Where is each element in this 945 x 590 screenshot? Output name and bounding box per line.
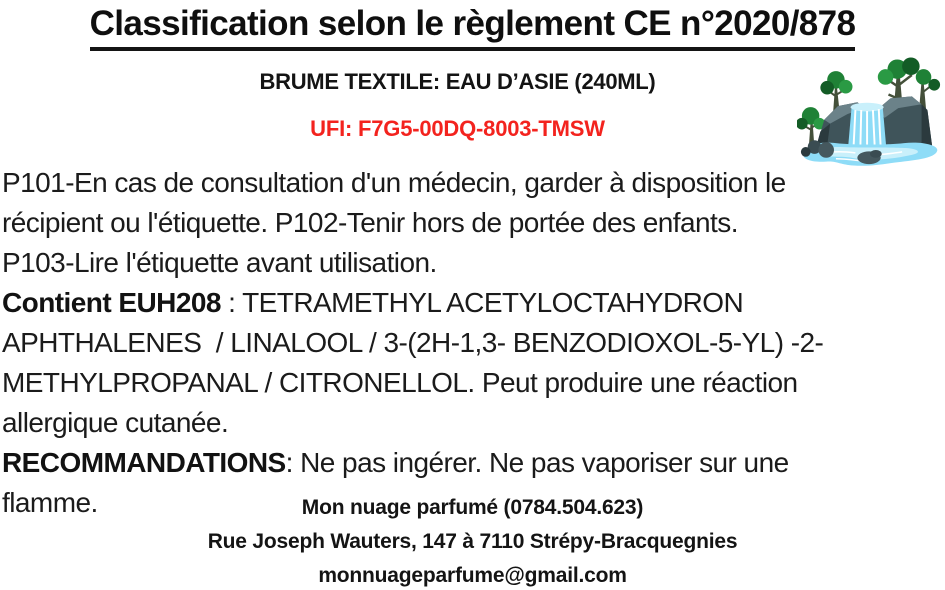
pond-rock bbox=[818, 142, 834, 158]
body-line bbox=[2, 243, 945, 283]
body-text: flamme. bbox=[2, 487, 98, 518]
body-text: allergique cutanée. bbox=[2, 407, 229, 438]
body-text: APHTHALENES / LINALOOL / 3-(2H-1,3- BENZODIOXOL-5-YL) -2- bbox=[2, 327, 824, 358]
tree-foliage bbox=[928, 79, 940, 91]
contact-footer bbox=[0, 491, 945, 590]
page-title: Classification selon le règlement CE n°2020/878 bbox=[90, 3, 856, 51]
body-line bbox=[2, 283, 945, 323]
footer-address: Rue Joseph Wauters, 147 à 7110 Strépy-Bracquegnies bbox=[207, 530, 738, 553]
body-bold-text: Contient EUH208 bbox=[2, 287, 221, 318]
body-text: : TETRAMETHYL ACETYLOCTAHYDRON bbox=[220, 287, 744, 318]
tree-foliage bbox=[902, 57, 920, 75]
body-line bbox=[2, 163, 945, 203]
body-text: P103-Lire l'étiquette avant utilisation. bbox=[2, 247, 437, 278]
ufi-code: UFI: F7G5-00DQ-8003-TMSW bbox=[310, 116, 605, 141]
body-text: METHYLPROPANAL / CITRONELLOL. Peut produire une réaction bbox=[2, 367, 798, 398]
body-line bbox=[2, 443, 945, 483]
precaution-text bbox=[2, 163, 945, 523]
tree-foliage bbox=[839, 80, 853, 94]
tree-foliage bbox=[878, 69, 894, 85]
pond-rock bbox=[801, 147, 811, 157]
tree-foliage bbox=[820, 81, 834, 95]
body-text: : Ne pas ingérer. Ne pas vaporiser sur une bbox=[285, 447, 789, 478]
waterfall-illustration bbox=[797, 56, 943, 168]
body-bold-text: RECOMMANDATIONS bbox=[2, 447, 286, 478]
footer-brand: Mon nuage parfumé (0784.504.623) bbox=[301, 496, 644, 519]
body-line bbox=[2, 203, 945, 243]
body-text: récipient ou l'étiquette. P102-Tenir hors de portée des enfants. bbox=[2, 207, 738, 238]
footer-email: monnuageparfume@gmail.com bbox=[318, 564, 627, 587]
header bbox=[0, 3, 945, 51]
product-name: BRUME TEXTILE: EAU D’ASIE (240ML) bbox=[259, 69, 656, 94]
body-line bbox=[2, 363, 945, 403]
body-text: P101-En cas de consultation d'un médecin, garder à disposition le bbox=[2, 167, 786, 198]
body-line bbox=[2, 323, 945, 363]
pond-rock bbox=[870, 150, 882, 158]
body-line bbox=[2, 403, 945, 443]
